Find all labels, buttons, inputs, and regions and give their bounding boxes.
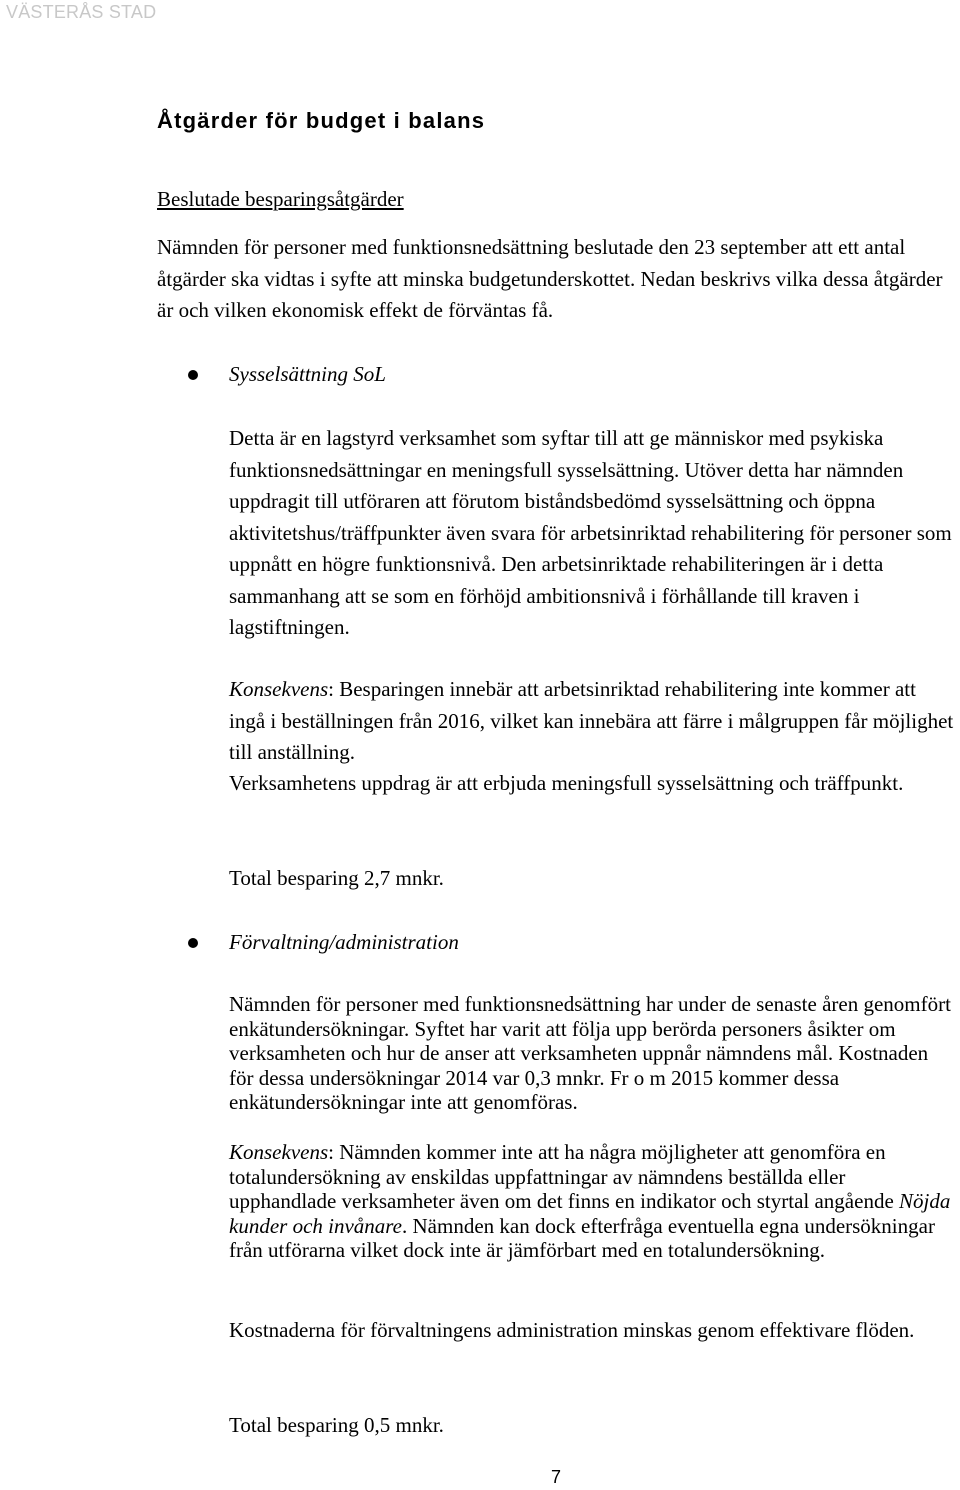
section-subheading: Beslutade besparingsåtgärder: [157, 187, 404, 211]
measure-consequence: [229, 674, 957, 769]
measure-title: Förvaltning/administration: [229, 930, 459, 954]
intro-paragraph: Nämnden för personer med funktionsnedsättning beslutade den 23 september att ett antal åtgärder ska vidtas i syfte att minska budgetunderskottet. Nedan beskrivs vilka dessa åtgärder är och vilken ekonomisk effekt de förväntas få.: [157, 235, 943, 322]
measure-extra: Verksamhetens uppdrag är att erbjuda meningsfull sysselsättning och träffpunkt.: [229, 771, 904, 795]
bullet-icon: [188, 370, 198, 380]
consequence-label: Konsekvens: [229, 677, 329, 701]
measure-total: Total besparing 0,5 mnkr.: [229, 1413, 444, 1437]
measure-total: Total besparing 2,7 mnkr.: [229, 866, 444, 890]
measure-title: Sysselsättning SoL: [229, 362, 386, 386]
consequence-text: : Besparingen innebär att arbetsinriktad rehabilitering inte kommer att ingå i beställningen från 2016, vilket kan innebära att färre i målgruppen får möjlighet till anställning.: [229, 677, 954, 764]
page-number: 7: [551, 1467, 562, 1487]
consequence-text: . Nämnden kan dock efterfråga eventuella egna undersökningar från utförarna vilket dock inte är jämförbart med en totalundersökning.: [229, 1213, 935, 1263]
bullet-icon: [188, 938, 198, 948]
page-heading: Åtgärder för budget i balans: [157, 108, 486, 133]
measure-description: Detta är en lagstyrd verksamhet som syftar till att ge människor med psykiska funktionsnedsättningar en meningsfull sysselsättning. Utöver detta har nämnden uppdragit till utföraren att förutom biståndsbedömd sysselsättning och öppna aktivitetshus/träffpunkter även svara för arbetsinriktad rehabilitering för personer som uppnått en högre funktionsnivå. Den arbetsinriktade rehabiliteringen är i detta sammanhang att se som en förhöjd ambitionsnivå i förhållande till kraven i lagstiftningen.: [229, 426, 952, 639]
measure-description: Nämnden för personer med funktionsnedsättning har under de senaste åren genomfört enkätundersökningar. Syftet har varit att följa upp berörda personers åsikter om verksamheten och hur de anser att verksamheten uppnår nämndens mål. Kostnaden för dessa undersökningar 2014 var 0,3 mnkr. Fr o m 2015 kommer dessa enkätundersökningar inte att genomföras.: [229, 992, 951, 1115]
consequence-label: Konsekvens: [229, 1140, 329, 1164]
consequence-italic: Nöjda kunder och invånare: [229, 1189, 951, 1238]
organization-header: VÄSTERÅS STAD: [6, 2, 157, 22]
consequence-text: : Nämnden kommer inte att ha några möjligheter att genomföra en totalundersökning av enskildas uppfattningar av nämndens beställda eller upphandlade verksamheter även om det finns en indikator och styrtal angående: [229, 1140, 900, 1214]
measure-consequence: [229, 1140, 957, 1263]
measure-extra: Kostnaderna för förvaltningens administration minskas genom effektivare flöden.: [229, 1318, 915, 1342]
